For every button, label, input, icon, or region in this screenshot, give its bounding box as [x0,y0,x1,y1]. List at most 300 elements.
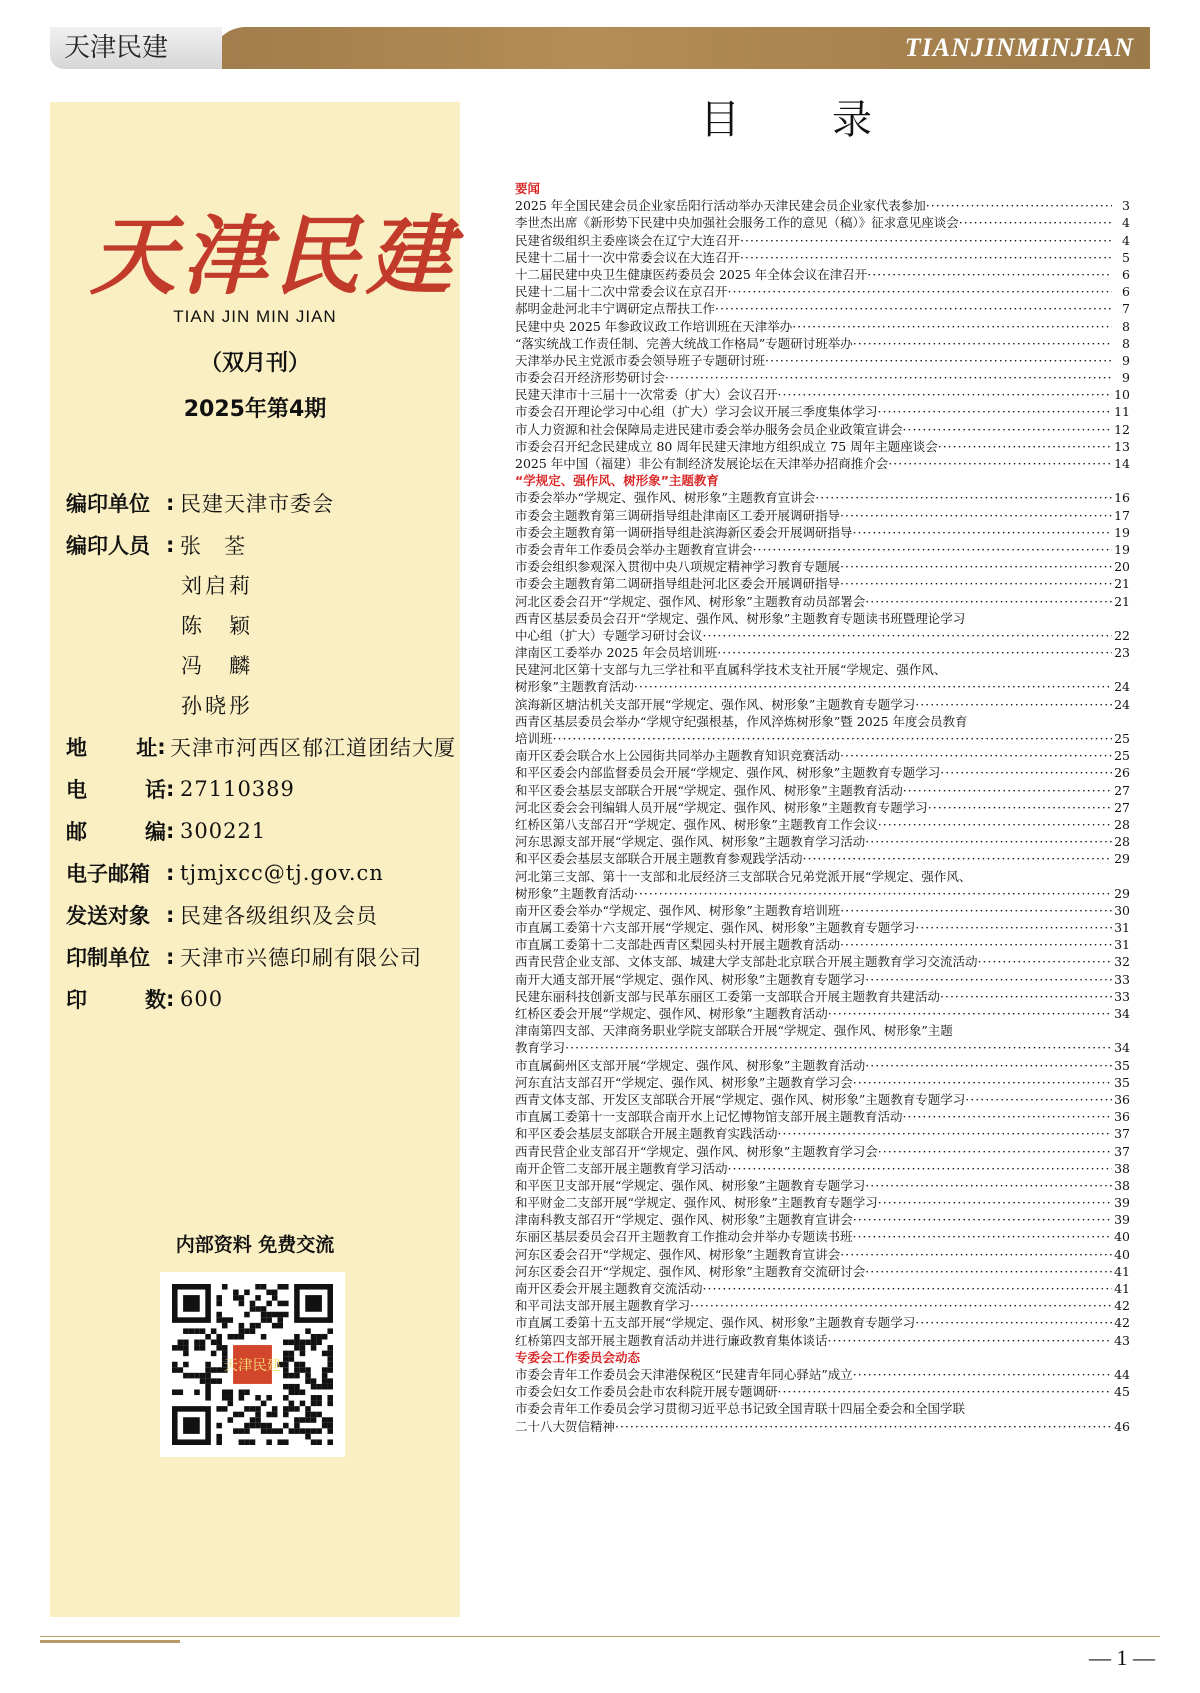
leader-dots [840,507,1112,524]
toc-entry-title: 市委会召开纪念民建成立 80 周年民建天津地方组织成立 75 周年主题座谈会 [515,438,938,454]
toc-entry-title: 市委会妇女工作委员会赴市农科院开展专题调研 [515,1384,778,1400]
printer: 天津市兴德印刷有限公司 [180,946,422,970]
leader-dots [553,730,1112,747]
toc-entry-page: 19 [1114,541,1130,557]
leader-dots [634,678,1112,695]
toc-entry-title: 市委会主题教育第一调研指导组赴滨海新区委会开展调研指导 [515,524,853,540]
leader-dots [865,971,1112,988]
toc-entry[interactable] [515,232,1130,249]
toc-entry[interactable] [515,1366,1130,1383]
toc-entry-title: 教育学习 [515,1040,566,1056]
toc-entry[interactable] [515,1332,1130,1349]
toc-entry-page: 45 [1114,1384,1130,1400]
toc-entry[interactable] [515,489,1130,506]
leader-dots [940,988,1112,1005]
free-note: 内部资料 免费交流 [175,1234,335,1256]
leader-dots [865,1177,1112,1194]
leader-dots [928,799,1112,816]
toc-entry-title: 民建省级组织主委座谈会在辽宁大连召开 [515,232,741,248]
toc-entry[interactable] [515,971,1130,988]
toc-entry-title: 二十八大贺信精神 [515,1418,616,1434]
leader-dots [803,850,1112,867]
leader-dots [853,1211,1112,1228]
toc-entry-title: 天津举办民主党派市委会领导班子专题研讨班 [515,352,766,368]
toc-entry-line[interactable]: 市委会青年工作委员会学习贯彻习近平总书记致全国青联十四届全委会和全国学联 [515,1401,966,1417]
toc-entry[interactable] [515,1246,1130,1263]
editor-name: 张 荃 [180,534,246,558]
address-label: 地 址 [66,736,158,760]
toc-entry-title: 培训班 [515,731,553,746]
toc-entry-page: 10 [1114,387,1130,403]
toc-entry-title: 和平财金二支部开展“学规定、强作风、树形象”主题教育专题学习 [515,1195,878,1211]
masthead-panel [50,102,460,1617]
leader-dots [703,627,1112,644]
toc-entry[interactable] [515,1280,1130,1297]
leader-dots [938,438,1112,455]
footer-rule-accent [40,1640,180,1643]
toc-entry-title: 市委会举办“学规定、强作风、树形象”主题教育宣讲会 [515,490,816,506]
leader-dots [740,249,1112,266]
masthead-info [66,482,456,1020]
toc-entry-title: 2025 年全国民建会员企业家岳阳行活动举办天津民建会员企业家代表参加 [515,198,926,214]
toc-entry-page: 29 [1114,851,1130,867]
toc-entry-page: 26 [1114,765,1130,781]
running-header [50,27,1150,69]
toc-entry[interactable] [515,1418,1130,1435]
leader-dots [753,541,1112,558]
copies-label: 印 数 [66,988,166,1012]
leader-dots [778,386,1112,403]
leader-dots [865,1057,1112,1074]
toc-entry[interactable] [515,936,1130,953]
toc-entry-page: 37 [1114,1126,1130,1142]
toc-entry[interactable] [515,988,1130,1005]
toc-entry-page: 21 [1114,593,1130,609]
toc-entry[interactable] [515,696,1130,713]
leader-dots [615,1418,1112,1435]
toc-entry-title: 市直属工委第十一支部联合南开水上记忆博物馆支部开展主题教育活动 [515,1109,903,1125]
toc-entry-title: 河东思源支部开展“学规定、强作风、树形象”主题教育学习活动 [515,834,866,850]
toc-entry-title: 滨海新区塘沽机关支部开展“学规定、强作风、树形象”主题教育专题学习 [515,696,916,712]
toc-entry-title: 和平区委会基层支部联合开展“学规定、强作风、树形象”主题教育活动 [515,782,903,798]
toc-entry-page: 43 [1114,1332,1130,1348]
toc-entry-page: 35 [1114,1074,1130,1090]
leader-dots [865,593,1112,610]
leader-dots [792,318,1112,335]
toc-entry-title: 红桥第四支部开展主题教育活动并进行廉政教育集体谈话 [515,1332,828,1348]
toc-entry-title: 红桥区委会开展“学规定、强作风、树形象”主题教育活动 [515,1006,828,1021]
toc-entry-page: 8 [1122,318,1130,334]
toc-entry[interactable] [515,1143,1130,1160]
leader-dots [867,266,1112,283]
toc-entry-page: 31 [1114,937,1130,953]
editor-unit-row: 编印单位 : 民建天津市委会 [66,482,456,524]
toc-section-heading: “学规定、强作风、树形象”主题教育 [515,473,719,489]
leader-dots [878,1194,1112,1211]
postcode-label: 邮 编 [66,820,166,844]
leader-dots [778,1125,1112,1142]
toc-entry-title: 南开区委会联合水上公园街共同举办主题教育知识竞赛活动 [515,748,841,764]
toc-entry[interactable] [515,438,1130,455]
phone: 27110389 [180,777,295,801]
leader-dots [903,421,1112,438]
toc-entry-title: 十二届民建中央卫生健康医药委员会 2025 年全体会议在津召开 [515,266,868,282]
toc-entry[interactable] [515,1039,1130,1056]
toc-entry-title: 李世杰出席《新形势下民建中央加强社会服务工作的意见（稿）》征求意见座谈会 [515,215,959,231]
toc-entry[interactable] [515,1074,1130,1091]
toc-entry-line[interactable]: 河北第三支部、第十一支部和北辰经济三支部联合兄弟党派开展“学规定、强作风、 [515,868,972,884]
leader-dots [865,833,1112,850]
leader-dots [865,1263,1112,1280]
toc-entry[interactable] [515,833,1130,850]
leader-dots [853,1366,1112,1383]
toc-entry-page: 4 [1122,232,1130,248]
toc-entry-title: 红桥区第八支部召开“学规定、强作风、树形象”主题教育工作会议 [515,816,878,832]
leader-dots [888,455,1112,472]
toc-entry[interactable] [515,678,1130,695]
toc-title: 目 录 [700,97,898,143]
audience-label: 发送对象 [66,904,150,928]
editor-name: 刘启莉 [181,574,253,598]
toc-entry[interactable] [515,816,1130,833]
toc-entry-line[interactable]: 西青区基层委员会举办“学规守纪强根基，作风淬炼树形象”暨 2025 年度会员教育 [515,713,968,729]
toc-entry[interactable] [515,558,1130,575]
journal-logo: 天津民建 [90,206,458,307]
toc-entry-page: 25 [1114,731,1130,746]
leader-dots [915,1314,1112,1331]
leader-dots [853,1228,1112,1245]
toc-entry-page: 39 [1114,1195,1130,1211]
toc-entry[interactable] [515,386,1130,403]
toc-entry-title: 树形象”主题教育活动 [515,885,634,901]
leader-dots [765,352,1112,369]
email: tjmjxcc@tj.gov.cn [180,861,384,885]
toc-entry[interactable] [515,575,1130,592]
toc-entry[interactable] [515,369,1130,386]
editors-row: 编印人员 : 张 荃 [66,524,456,566]
leader-dots [915,696,1112,713]
editor-name: 冯 麟 [181,654,253,678]
leader-dots [940,764,1112,781]
leader-dots [634,885,1112,902]
toc-entry-page: 36 [1114,1091,1130,1107]
toc-entry-title: 市直属工委第十六支部开展“学规定、强作风、树形象”主题教育专题学习 [515,920,916,936]
toc-entry-page: 38 [1114,1160,1130,1176]
toc-entry-title: 市委会主题教育第三调研指导组赴津南区工委开展调研指导 [515,507,841,523]
toc-entry[interactable] [515,541,1130,558]
toc-entry-title: 西青民营企业支部、文体支部、城建大学支部赴北京联合开展主题教育学习交流活动 [515,954,978,970]
toc-entry-line[interactable]: 西青区基层委员会召开“学规定、强作风、树形象”主题教育专题读书班暨理论学习 [515,610,966,626]
toc-entry[interactable] [515,953,1130,970]
toc-entry-page: 34 [1114,1006,1130,1021]
qr-badge: 天津民建 [223,1358,282,1375]
toc-entry-page: 24 [1114,696,1130,712]
journal-frequency: （双月刊） [199,351,310,376]
toc-entry[interactable] [515,885,1130,902]
leader-dots [565,1039,1112,1056]
toc-entry-title: 河北区委会会刊编辑人员开展“学规定、强作风、树形象”主题教育专题学习 [515,799,928,815]
leader-dots [665,369,1112,386]
toc-entry-title: 民建十二届十一次中常委会议在大连召开 [515,249,741,265]
toc-entry-page: 14 [1114,456,1130,471]
audience: 民建各级组织及会员 [180,904,378,928]
toc-entry-page: 25 [1114,748,1130,764]
toc-entry[interactable] [515,318,1130,335]
toc-entry[interactable] [515,352,1130,369]
postcode-row: 邮 编 : 300221 [66,810,456,852]
toc-entry-line[interactable]: 民建河北区第十支部与九三学社和平直属科学技术支社开展“学规定、强作风、 [515,662,947,678]
toc-entry[interactable] [515,799,1130,816]
toc-entry-page: 12 [1114,421,1130,437]
leader-dots [978,953,1112,970]
toc-entry[interactable] [515,1194,1130,1211]
toc-entry-title: 中心组（扩大）专题学习研讨会议 [515,627,703,643]
toc-entry-page: 39 [1114,1212,1130,1228]
toc-entry[interactable] [515,1005,1130,1022]
toc-entry-page: 41 [1114,1263,1130,1279]
toc-entry[interactable] [515,524,1130,541]
toc-entry-page: 19 [1114,524,1130,540]
toc-entry[interactable] [515,421,1130,438]
toc-entry-title: 市委会主题教育第二调研指导组赴河北区委会开展调研指导 [515,576,841,592]
page-number: — 1 — [1089,1645,1155,1670]
toc-entry[interactable] [515,764,1130,781]
toc-entry[interactable] [515,1057,1130,1074]
toc-entry-title: 河北区委会召开“学规定、强作风、树形象”主题教育动员部署会 [515,593,866,609]
leader-dots [878,1143,1112,1160]
toc-entry[interactable] [515,1177,1130,1194]
toc-entry-title: 民建中央 2025 年参政议政工作培训班在天津举办 [515,318,793,334]
toc-entry-title: 郝明金赴河北丰宁调研定点帮扶工作 [515,301,716,317]
copies: 600 [180,987,224,1011]
toc-entry-page: 9 [1122,370,1130,386]
toc-entry-page: 46 [1114,1418,1130,1434]
toc-entry-page: 11 [1114,404,1130,420]
toc-entry-page: 4 [1122,215,1130,231]
phone-label: 电 话 [66,778,166,802]
leader-dots [965,1091,1112,1108]
toc-entry-title: 民建十二届十二次中常委会议在京召开 [515,284,728,300]
toc-entry[interactable] [515,1108,1130,1125]
toc-entry[interactable] [515,283,1130,300]
toc-entry-page: 24 [1114,679,1130,695]
toc-entry-page: 7 [1122,301,1130,317]
leader-dots [840,558,1112,575]
toc-entry-page: 33 [1114,988,1130,1004]
leader-dots [840,747,1112,764]
leader-dots [853,335,1112,352]
toc-entry[interactable] [515,902,1130,919]
editor-name: 陈 颖 [181,614,253,638]
toc-entry-page: 6 [1122,266,1130,282]
toc-entry-title: 津南区工委举办 2025 年会员培训班 [515,645,718,661]
toc-entry[interactable] [515,507,1130,524]
toc-entry-page: 22 [1114,627,1130,643]
postcode: 300221 [180,819,267,843]
phone-row: 电 话 : 27110389 [66,768,456,810]
footer-rule [40,1636,1160,1637]
editor-name: 孙晓彤 [181,694,253,718]
toc-entry-page: 6 [1122,284,1130,300]
toc-entry-line[interactable]: 津南第四支部、天津商务职业学院支部联合开展“学规定、强作风、树形象”主题 [515,1023,953,1039]
toc-entry[interactable] [515,1091,1130,1108]
toc-entry-page: 44 [1114,1366,1130,1382]
leader-dots [840,1246,1112,1263]
qr-code-icon [172,1284,333,1445]
leader-dots [690,1297,1112,1314]
toc-entry-page: 37 [1114,1143,1130,1159]
toc-entry[interactable] [515,1211,1130,1228]
toc-entry[interactable] [515,249,1130,266]
toc-entry-title: 和平医卫支部开展“学规定、强作风、树形象”主题教育专题学习 [515,1177,866,1193]
toc-entry[interactable] [515,455,1130,472]
leader-dots [728,1160,1112,1177]
toc-entry[interactable] [515,644,1130,661]
toc-entry-page: 20 [1114,559,1130,575]
toc-entry-title: 市人力资源和社会保障局走进民建市委会举办服务会员企业政策宣讲会 [515,421,903,437]
toc-entry-page: 29 [1114,885,1130,901]
toc-entry-title: 市委会青年工作委员会举办主题教育宣讲会 [515,541,753,557]
leader-dots [828,1005,1112,1022]
leader-dots [703,1280,1112,1297]
toc-entry-title: 南开企管二支部开展主题教育学习活动 [515,1160,728,1176]
toc-entry-page: 30 [1114,902,1130,918]
toc-entry-title: 市直属工委第十二支部赴西青区梨园头村开展主题教育活动 [515,937,841,953]
toc-entry-title: 树形象”主题教育活动 [515,679,634,695]
toc-entry-title: 民建东丽科技创新支部与民革东丽区工委第一支部联合开展主题教育共建活动 [515,988,941,1004]
toc-entry-page: 33 [1114,971,1130,987]
leader-dots [840,902,1112,919]
toc-entry-page: 8 [1122,335,1130,351]
toc-entry-title: “落实统战工作责任制、完善大统战工作格局”专题研讨班举办 [515,335,853,351]
audience-row: 发送对象 : 民建各级组织及会员 [66,894,456,936]
toc-entry[interactable] [515,335,1130,352]
toc-entry-page: 34 [1114,1040,1130,1056]
toc-entry-page: 5 [1122,249,1130,265]
leader-dots [840,575,1112,592]
toc-entry-page: 36 [1114,1109,1130,1125]
toc-entry[interactable] [515,300,1130,317]
toc-entry-title: 东丽区基层委员会召开主题教育工作推动会并举办专题读书班 [515,1229,853,1245]
toc-entry[interactable] [515,747,1130,764]
header-left-label: 天津民建 [50,27,222,69]
leader-dots [878,403,1112,420]
leader-dots [740,232,1112,249]
journal-pinyin: TIAN JIN MIN JIAN [173,307,337,326]
toc-entry-page: 32 [1114,954,1130,970]
email-row: 电子邮箱 : tjmjxcc@tj.gov.cn [66,852,456,894]
leader-dots [926,197,1112,214]
toc-entry-title: 和平区委会基层支部联合开展主题教育实践活动 [515,1126,778,1142]
leader-dots [815,489,1112,506]
toc-entry-title: 和平区委会基层支部联合开展主题教育参观践学活动 [515,851,803,867]
toc-entry-title: 和平区委会内部监督委员会开展“学规定、强作风、树形象”主题教育专题学习 [515,765,941,781]
toc-entry-page: 40 [1114,1229,1130,1245]
address-row: 地 址 : 天津市河西区郁江道团结大厦 [66,726,456,768]
toc-entry-title: 市直属工委第十五支部开展“学规定、强作风、树形象”主题教育专题学习 [515,1315,916,1331]
toc-entry-page: 27 [1114,782,1130,798]
printer-label: 印制单位 [66,946,150,970]
leader-dots [915,919,1112,936]
editors-label: 编印人员 [66,534,150,558]
editor-unit-label: 编印单位 [66,492,150,516]
toc-entry-page: 21 [1114,576,1130,592]
toc-entry-title: 民建天津市十三届十一次常委（扩大）会议召开 [515,387,778,403]
leader-dots [853,524,1112,541]
toc-entry[interactable] [515,266,1130,283]
toc-entry-page: 40 [1114,1246,1130,1262]
toc-entry-title: 南开区委会举办“学规定、强作风、树形象”主题教育培训班 [515,902,841,918]
toc-entry[interactable] [515,1297,1130,1314]
toc-entry-page: 17 [1114,507,1130,523]
header-right-label: TIANJINMINJIAN [904,33,1134,62]
toc-entry-page: 28 [1114,834,1130,850]
leader-dots [840,936,1112,953]
toc-entry[interactable] [515,1160,1130,1177]
table-of-contents [515,180,1130,1435]
toc-entry-title: 河东直沽支部召开“学规定、强作风、树形象”主题教育学习会 [515,1074,853,1090]
toc-entry-page: 38 [1114,1177,1130,1193]
leader-dots [878,816,1112,833]
toc-entry-title: 市直属蓟州区支部开展“学规定、强作风、树形象”主题教育活动 [515,1057,866,1073]
toc-entry[interactable] [515,593,1130,610]
toc-entry[interactable] [515,730,1130,747]
toc-entry-page: 41 [1114,1281,1130,1296]
toc-entry-title: 市委会召开理论学习中心组（扩大）学习会议开展三季度集体学习 [515,404,878,420]
toc-section-heading: 专委会工作委员会动态 [515,1349,641,1365]
leader-dots [903,782,1112,799]
toc-entry[interactable] [515,1228,1130,1245]
toc-entry[interactable] [515,403,1130,420]
toc-entry-title: 西青民营企业支部召开“学规定、强作风、树形象”主题教育学习会 [515,1143,878,1159]
leader-dots [853,1074,1112,1091]
toc-entry-page: 42 [1114,1315,1130,1331]
toc-entry[interactable] [515,1263,1130,1280]
toc-entry-page: 27 [1114,799,1130,815]
toc-entry-page: 16 [1114,490,1130,506]
leader-dots [778,1383,1112,1400]
toc-entry-title: 河东区委会召开“学规定、强作风、树形象”主题教育交流研讨会 [515,1263,866,1279]
toc-entry[interactable] [515,1125,1130,1142]
toc-entry[interactable] [515,627,1130,644]
copies-row: 印 数 : 600 [66,978,456,1020]
leader-dots [715,300,1112,317]
toc-entry-title: 市委会召开经济形势研讨会 [515,370,666,386]
toc-entry-title: 市委会青年工作委员会天津港保税区“民建青年同心驿站”成立 [515,1366,853,1382]
toc-entry[interactable] [515,197,1130,214]
toc-entry[interactable] [515,214,1130,231]
toc-entry-title: 南开大通支部开展“学规定、强作风、树形象”主题教育专题学习 [515,971,866,987]
leader-dots [903,1108,1112,1125]
toc-entry[interactable] [515,1314,1130,1331]
leader-dots [728,283,1112,300]
editor-unit: 民建天津市委会 [180,492,334,516]
toc-entry-page: 3 [1122,198,1130,214]
qr-code[interactable] [160,1272,345,1457]
email-label: 电子邮箱 [66,862,150,886]
toc-entry-page: 13 [1114,438,1130,454]
toc-entry[interactable] [515,1383,1130,1400]
toc-entry-page: 28 [1114,816,1130,832]
toc-entry[interactable] [515,919,1130,936]
leader-dots [717,644,1112,661]
address: 天津市河西区郁江道团结大厦 [170,736,456,760]
toc-entry-title: 津南科教支部召开“学规定、强作风、树形象”主题教育宣讲会 [515,1212,853,1228]
toc-entry[interactable] [515,782,1130,799]
leader-dots [959,214,1112,231]
toc-entry[interactable] [515,850,1130,867]
toc-entry-title: 和平司法支部开展主题教育学习 [515,1298,691,1314]
